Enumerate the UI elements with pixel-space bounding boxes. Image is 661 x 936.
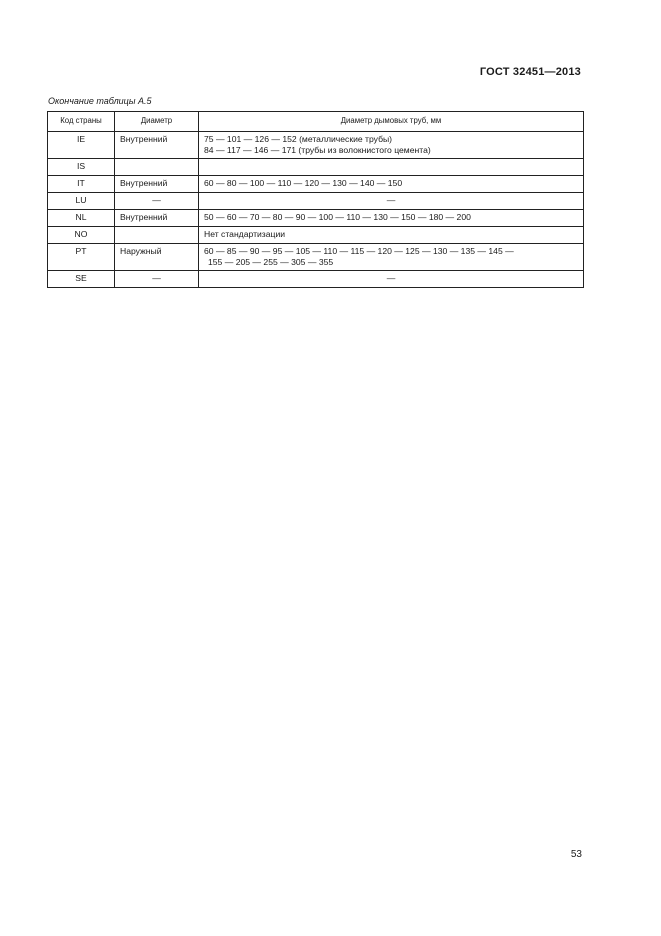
diameter-values-cell (199, 244, 584, 271)
diameter-values-cell (199, 132, 584, 159)
diameter-type-cell: — (115, 193, 199, 210)
chimney-diameter-table (47, 111, 584, 288)
column-header-country-code: Код страны (48, 112, 115, 132)
page-number: 53 (570, 849, 582, 860)
country-code-cell: LU (48, 193, 115, 210)
diameter-type-cell (115, 227, 199, 244)
table-header-row (48, 112, 584, 132)
table-row (48, 132, 584, 159)
diameter-type-cell: Внутренний (115, 210, 199, 227)
country-code-cell: PT (48, 244, 115, 271)
diameter-values-cell: Нет стандартизации (199, 227, 584, 244)
diameter-values-cell: — (199, 193, 584, 210)
diameter-type-cell: Внутренний (115, 132, 199, 159)
country-code-cell: NO (48, 227, 115, 244)
table-row (48, 193, 584, 210)
table-row (48, 271, 584, 288)
table-caption: Окончание таблицы А.5 (48, 96, 152, 106)
document-code: ГОСТ 32451—2013 (479, 66, 581, 78)
diameter-values-line: 75 — 101 — 126 — 152 (металлические трубы) (204, 134, 393, 144)
column-header-chimney-diameters: Диаметр дымовых труб, мм (199, 112, 584, 132)
diameter-values-line: 155 — 205 — 255 — 305 — 355 (208, 256, 334, 267)
diameter-values-cell: 60 — 80 — 100 — 110 — 120 — 130 — 140 — 150 (199, 176, 584, 193)
diameter-values-line: 60 — 85 — 90 — 95 — 105 — 110 — 115 — 120 — 125 — 130 — 135 — 145 — (204, 246, 514, 256)
diameter-type-cell: — (115, 271, 199, 288)
diameter-values-cell: — (199, 271, 584, 288)
table-row (48, 176, 584, 193)
diameter-type-cell (115, 159, 199, 176)
country-code-cell: IE (48, 132, 115, 159)
diameter-type-cell: Внутренний (115, 176, 199, 193)
diameter-type-cell: Наружный (115, 244, 199, 271)
table-row (48, 227, 584, 244)
country-code-cell: NL (48, 210, 115, 227)
country-code-cell: IT (48, 176, 115, 193)
column-header-diameter: Диаметр (115, 112, 199, 132)
diameter-values-line: 84 — 117 — 146 — 171 (трубы из волокнистого цемента) (204, 144, 431, 155)
diameter-values-cell (199, 159, 584, 176)
diameter-values-cell: 50 — 60 — 70 — 80 — 90 — 100 — 110 — 130 — 150 — 180 — 200 (199, 210, 584, 227)
table-row (48, 244, 584, 271)
table-row (48, 159, 584, 176)
country-code-cell: SE (48, 271, 115, 288)
country-code-cell: IS (48, 159, 115, 176)
table-row (48, 210, 584, 227)
